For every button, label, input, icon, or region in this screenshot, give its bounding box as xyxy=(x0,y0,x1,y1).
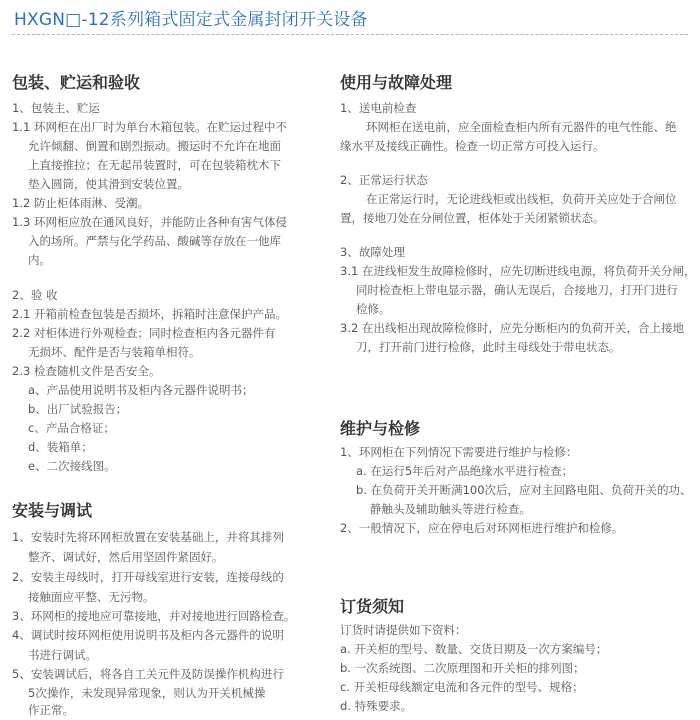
packing-line: 2.3 检查随机文件是否安全。 xyxy=(12,364,161,378)
install-line: 5、安装调试后，将各自工关元件及防误操作机构进行 xyxy=(12,667,284,681)
install-line: 4、调试时按环网柜使用说明书及柜内各元器件的说明 xyxy=(12,628,284,642)
maintenance-line: a. 在运行5年后对产品绝缘水平进行检查； xyxy=(356,464,574,478)
usage-line: 检修。 xyxy=(356,302,391,316)
packing-line: 上直接推拉；在无起吊装置时，可在包装箱枕木下 xyxy=(28,158,281,172)
packing-line: 2.2 对柜体进行外观检查；同时检查柜内各元器件有 xyxy=(12,326,276,340)
install-line: 5次操作，未发现异常现象，则认为开关机械操 xyxy=(28,686,266,700)
usage-line: 缘水平及接线正确性。检查一切正常方可投入运行。 xyxy=(340,139,605,153)
packing-line: 2、验 收 xyxy=(12,288,58,302)
packing-line: 入的场所。严禁与化学药品、酸碱等存放在一他库 xyxy=(28,234,281,248)
ordering-line: c. 开关柜母线额定电流和各元件的型号、规格； xyxy=(340,680,584,694)
packing-line: b、出厂试验报告； xyxy=(28,402,128,416)
install-line: 整齐、调试好，然后用坚固件紧固好。 xyxy=(28,550,224,564)
usage-line: 1、送电前检查 xyxy=(340,101,417,115)
packing-line: a、产品使用说明书及柜内各元器件说明书； xyxy=(28,383,254,397)
usage-line: 刀，打开前门进行检修，此时主母线处于带电状态。 xyxy=(356,340,621,354)
packing-line: e、二次接线图。 xyxy=(28,459,116,473)
ordering-line: b. 一次系统图、二次原理图和开关柜的排列图； xyxy=(340,661,585,675)
packing-line: 2.1 开箱前检查包装是否损坏，拆箱时注意保护产品。 xyxy=(12,307,287,321)
title-divider xyxy=(12,34,688,35)
section-heading-ordering: 订货须知 xyxy=(340,597,405,616)
usage-line: 置，接地刀处在分闸位置，柜体处于关闭紧锁状态。 xyxy=(340,211,605,225)
maintenance-line: b. 在负荷开关开断满100次后，应对主回路电阻、负荷开关的功、 xyxy=(356,483,692,497)
packing-line: 无损坏、配件是否与装箱单相符。 xyxy=(28,345,201,359)
usage-line: 3.2 在出线柜出现故障检修时，应先分断柜内的负荷开关，合上接地 xyxy=(340,321,684,335)
install-line: 作正常。 xyxy=(28,703,74,717)
usage-line: 在正常运行时，无论进线柜或出线柜，负荷开关应处于合闸位 xyxy=(366,192,677,206)
section-heading-install: 安装与调试 xyxy=(12,501,93,520)
install-line: 书进行调试。 xyxy=(28,648,97,662)
install-line: 1、安装时先将环网柜放置在安装基础上，并将其排列 xyxy=(12,530,284,544)
maintenance-line: 1、环网柜在下列情况下需要进行维护与检修： xyxy=(340,445,578,459)
page-title: HXGN□-12系列箱式固定式金属封闭开关设备 xyxy=(14,10,368,30)
install-line: 2、安装主母线时，打开母线室进行安装，连接母线的 xyxy=(12,570,284,584)
packing-line: 内。 xyxy=(28,253,51,267)
usage-line: 2、正常运行状态 xyxy=(340,173,428,187)
packing-line: 1.2 防止柜体雨淋、受潮。 xyxy=(12,196,149,210)
packing-line: 垫入圆筒，使其滑到安装位置。 xyxy=(28,177,189,191)
packing-line: 1、包装主、贮运 xyxy=(12,101,100,115)
section-heading-packing: 包装、贮运和验收 xyxy=(12,73,141,92)
packing-line: 1.3 环网柜应放在通风良好，并能防止各种有害气体侵 xyxy=(12,215,287,229)
title-bar xyxy=(0,0,700,36)
maintenance-line: 静触头及辅助触头等进行检查。 xyxy=(370,502,531,516)
usage-line: 3.1 在进线柜发生故障检修时，应先切断进线电源，将负荷开关分闸， xyxy=(340,264,696,278)
packing-line: 允许倾翻、倒置和剧烈振动。搬运时不允许在地面 xyxy=(28,139,281,153)
ordering-line: 订货时请提供如下资料： xyxy=(340,623,467,637)
packing-line: d、装箱单； xyxy=(28,440,93,454)
ordering-line: d. 特殊要求。 xyxy=(340,699,413,713)
packing-line: c、产品合格证； xyxy=(28,421,115,435)
install-line: 接触面应平整、无污物。 xyxy=(28,590,155,604)
ordering-line: a. 开关柜的型号、数量、交货日期及一次方案编号； xyxy=(340,642,608,656)
section-heading-maintenance: 维护与检修 xyxy=(340,419,421,438)
packing-line: 1.1 环网柜在出厂时为单台木箱包装。在贮运过程中不 xyxy=(12,120,287,134)
usage-line: 3、故障处理 xyxy=(340,245,405,259)
usage-line: 环网柜在送电前，应全面检查柜内所有元器件的电气性能、绝 xyxy=(366,120,677,134)
section-heading-usage: 使用与故障处理 xyxy=(340,73,453,92)
install-line: 3、环网柜的接地应可靠接地，并对接地进行回路检查。 xyxy=(12,609,296,623)
maintenance-line: 2、一般情况下，应在停电后对环网柜进行维护和检修。 xyxy=(340,521,624,535)
usage-line: 同时检查柜上带电显示器，确认无误后，合接地刀，打开门进行 xyxy=(356,283,678,297)
